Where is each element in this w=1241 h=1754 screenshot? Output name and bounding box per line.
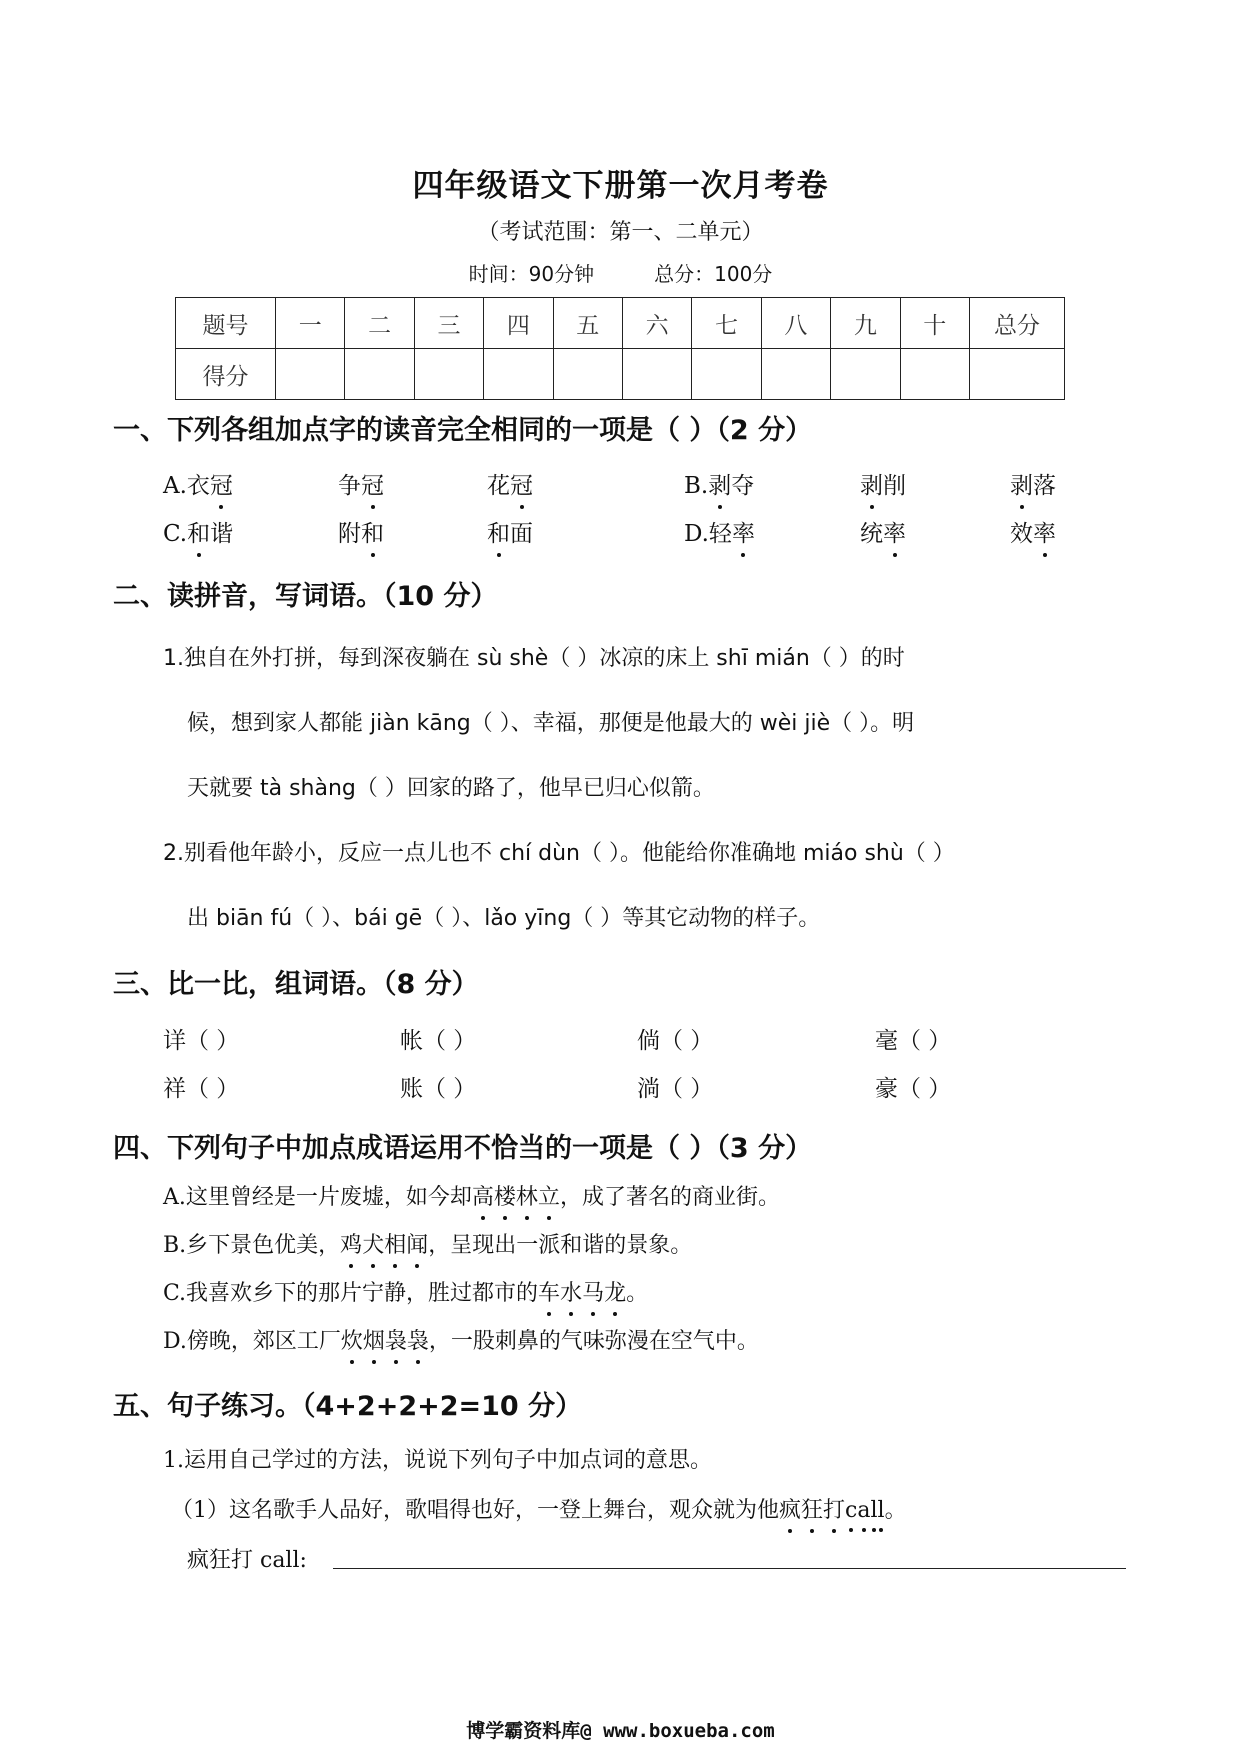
q3-item: 淌（ ） — [637, 1076, 714, 1102]
q3-item: 详（ ） — [163, 1028, 240, 1054]
dotted-idiom: 炊烟袅袅 — [341, 1329, 429, 1354]
score-cell[interactable] — [692, 349, 761, 400]
q4-option-c: C.我喜欢乡下的那片宁静，胜过都市的车水马龙。 — [163, 1276, 648, 1307]
score-cell-header: 题号 — [176, 298, 276, 349]
footer-watermark: 博学霸资料库@ www.boxueba.com — [466, 1720, 775, 1742]
q4-option-a: A.这里曾经是一片废墟，如今却高楼林立，成了著名的商业街。 — [163, 1180, 780, 1211]
score-cell[interactable] — [900, 349, 969, 400]
exam-meta — [0, 258, 1241, 287]
dotted-idiom: 高楼林立 — [472, 1185, 560, 1210]
q3-item: 祥（ ） — [163, 1076, 240, 1102]
score-row-label: 得分 — [176, 349, 276, 400]
score-cell-header: 十 — [900, 298, 969, 349]
q1-option-d1: D.轻率 — [684, 515, 755, 548]
score-cell[interactable] — [622, 349, 691, 400]
q1-option-c2: 附和 — [338, 515, 384, 548]
q3-item: 豪（ ） — [875, 1076, 952, 1102]
score-cell[interactable] — [345, 349, 414, 400]
score-cell-header: 五 — [553, 298, 622, 349]
exam-total: 总分：100分 — [654, 262, 773, 286]
q2-passage1-line3: 天就要 tà shàng（ ）回家的路了，他早已归心似箭。 — [187, 776, 715, 801]
q3-item: 毫（ ） — [875, 1028, 952, 1054]
q3-heading: 三、比一比，组词语。（8 分） — [113, 969, 479, 1000]
score-cell-header: 九 — [831, 298, 900, 349]
q1-option-a3: 花冠 — [487, 467, 533, 500]
score-table — [175, 297, 1065, 400]
score-table-score-row — [176, 349, 1065, 400]
q5-sub1: （1）这名歌手人品好，歌唱得也好，一登上舞台，观众就为他疯狂打call。 — [171, 1493, 907, 1524]
dotted-phrase: 疯狂打call — [779, 1498, 885, 1523]
score-cell-header: 七 — [692, 298, 761, 349]
q3-item: 帐（ ） — [400, 1028, 477, 1054]
dotted-idiom: 鸡犬相闻 — [340, 1233, 428, 1258]
q5-answer-line[interactable] — [333, 1568, 1126, 1569]
score-cell-header: 四 — [484, 298, 553, 349]
q1-option-c1: C.和谐 — [163, 515, 233, 548]
score-cell[interactable] — [553, 349, 622, 400]
q2-passage2-line2: 出 biān fú（ ）、bái gē（ ）、lǎo yīng（ ）等其它动物的样子。 — [187, 906, 821, 931]
score-cell[interactable] — [761, 349, 830, 400]
q4-option-d: D.傍晚，郊区工厂炊烟袅袅，一股刺鼻的气味弥漫在空气中。 — [163, 1324, 759, 1355]
score-cell-header: 二 — [345, 298, 414, 349]
q1-option-a1: A.衣冠 — [163, 467, 233, 500]
q1-option-b2: 剥削 — [860, 467, 906, 500]
q1-option-d3: 效率 — [1010, 515, 1056, 548]
dotted-idiom: 车水马龙 — [538, 1281, 626, 1306]
q1-option-a2: 争冠 — [338, 467, 384, 500]
exam-time: 时间：90分钟 — [468, 262, 595, 286]
page-title: 四年级语文下册第一次月考卷 — [412, 168, 829, 204]
q1-option-c3: 和面 — [487, 515, 533, 548]
score-table-header-row — [176, 298, 1065, 349]
score-cell-header: 一 — [276, 298, 345, 349]
q2-passage1-line1: 1.独自在外打拼，每到深夜躺在 sù shè（ ）冰凉的床上 shī mián（ ）的时 — [163, 646, 905, 671]
q2-passage1-line2: 候，想到家人都能 jiàn kāng（ ）、幸福，那便是他最大的 wèi jiè（ ）。明 — [187, 711, 915, 736]
score-cell-header: 三 — [414, 298, 483, 349]
q3-item: 倘（ ） — [637, 1028, 714, 1054]
score-cell-header: 八 — [761, 298, 830, 349]
score-cell-header: 六 — [622, 298, 691, 349]
score-cell-header: 总分 — [970, 298, 1065, 349]
q5-item1: 1.运用自己学过的方法，说说下列句子中加点词的意思。 — [163, 1448, 712, 1473]
score-cell[interactable] — [276, 349, 345, 400]
q3-item: 账（ ） — [400, 1076, 477, 1102]
exam-scope: （考试范围：第一、二单元） — [477, 220, 764, 245]
score-cell[interactable] — [831, 349, 900, 400]
q2-passage2-line1: 2.别看他年龄小，反应一点儿也不 chí dùn（ ）。他能给你准确地 miáo shù（ ） — [163, 841, 955, 866]
score-cell[interactable] — [970, 349, 1065, 400]
q1-option-b1: B.剥夺 — [684, 467, 754, 500]
score-cell[interactable] — [484, 349, 553, 400]
q2-heading: 二、读拼音，写词语。（10 分） — [113, 581, 498, 612]
q1-option-d2: 统率 — [860, 515, 906, 548]
q4-option-b: B.乡下景色优美，鸡犬相闻，呈现出一派和谐的景象。 — [163, 1228, 692, 1259]
score-cell[interactable] — [414, 349, 483, 400]
q1-heading: 一、下列各组加点字的读音完全相同的一项是（ ）（2 分） — [113, 415, 813, 446]
q5-heading: 五、句子练习。（4+2+2+2=10 分） — [113, 1391, 583, 1422]
q4-heading: 四、下列句子中加点成语运用不恰当的一项是（ ）（3 分） — [113, 1133, 813, 1164]
q5-answer-label: 疯狂打 call: — [187, 1548, 307, 1573]
q1-option-b3: 剥落 — [1010, 467, 1056, 500]
